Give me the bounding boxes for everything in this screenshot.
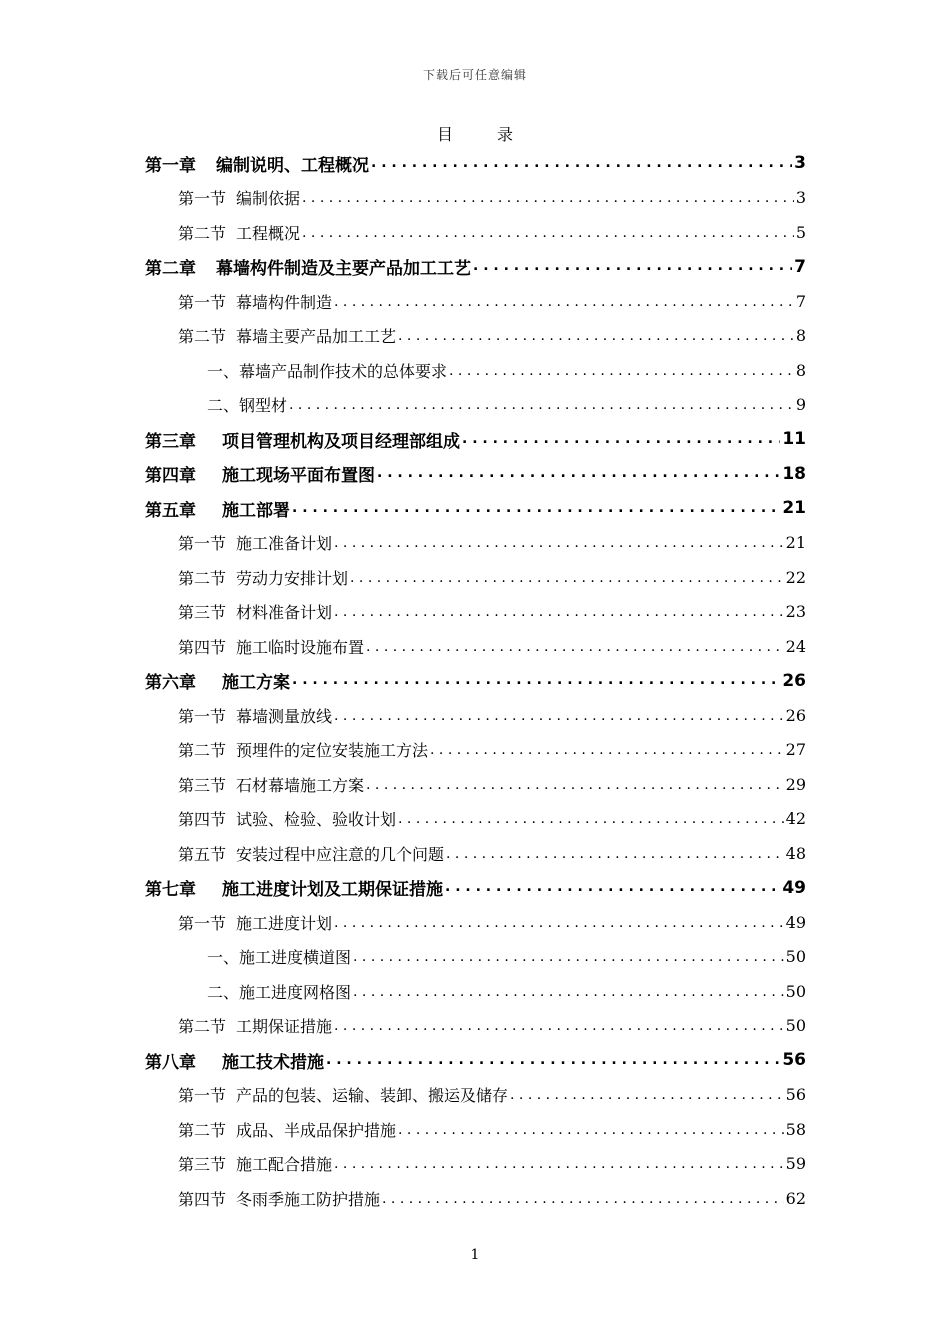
toc-dot-leader — [302, 187, 794, 215]
toc-entry-title: 幕墙构件制造及主要产品加工工艺 — [216, 259, 471, 280]
toc-entry-number: 第五节 — [178, 844, 227, 864]
toc-entry-number: 第四节 — [178, 1189, 227, 1209]
toc-chapter-entry[interactable] — [145, 1043, 806, 1078]
toc-section-entry[interactable] — [145, 1078, 806, 1113]
toc-section-entry[interactable] — [145, 595, 806, 630]
toc-entry-title: 试验、检验、验收计划 — [236, 810, 397, 830]
toc-dot-leader — [334, 532, 784, 560]
toc-entry-page: 50 — [785, 947, 806, 967]
toc-dot-leader — [334, 291, 794, 319]
toc-dot-leader — [382, 1188, 784, 1216]
toc-dot-leader — [398, 1119, 784, 1147]
toc-entry-title: 预埋件的定位安装施工方法 — [236, 741, 429, 761]
toc-subsection-entry[interactable] — [145, 388, 806, 423]
toc-dot-leader — [334, 601, 784, 629]
toc-section-entry[interactable] — [145, 215, 806, 250]
toc-entry-page: 59 — [785, 1154, 806, 1174]
toc-dot-leader — [473, 255, 792, 284]
toc-dot-leader — [334, 1153, 784, 1181]
toc-entry-number: 第一节 — [178, 189, 227, 209]
toc-entry-number: 第五章 — [145, 500, 196, 521]
header-note: 下载后可任意编辑 — [422, 68, 527, 82]
toc-chapter-entry[interactable] — [145, 422, 806, 457]
toc-entry-number: 第二节 — [178, 741, 227, 761]
table-of-contents — [145, 146, 806, 1216]
toc-entry-page: 26 — [785, 705, 806, 725]
toc-entry-number: 第三节 — [178, 603, 227, 623]
toc-entry-page: 21 — [785, 533, 806, 553]
toc-dot-leader — [445, 876, 780, 905]
toc-dot-leader — [371, 152, 792, 181]
toc-section-entry[interactable] — [145, 284, 806, 319]
toc-chapter-entry[interactable] — [145, 457, 806, 492]
toc-entry-title: 劳动力安排计划 — [236, 568, 349, 588]
toc-entry-page: 23 — [785, 602, 806, 622]
toc-dot-leader — [334, 912, 784, 940]
toc-entry-title: 项目管理机构及项目经理部组成 — [222, 431, 460, 452]
toc-subsection-entry[interactable] — [145, 974, 806, 1009]
toc-entry-number: 第二节 — [178, 568, 227, 588]
toc-entry-number: 第三节 — [178, 775, 227, 795]
toc-section-entry[interactable] — [145, 767, 806, 802]
toc-dot-leader — [398, 325, 794, 353]
toc-entry-title: 施工临时设施布置 — [236, 637, 365, 657]
toc-entry-title: 二、施工进度网格图 — [207, 982, 352, 1002]
toc-section-entry[interactable] — [145, 181, 806, 216]
toc-entry-number: 第四节 — [178, 810, 227, 830]
toc-entry-page: 27 — [785, 740, 806, 760]
toc-entry-title: 施工部署 — [222, 500, 290, 521]
toc-dot-leader — [334, 1015, 784, 1043]
toc-dot-leader — [326, 1049, 780, 1078]
toc-chapter-entry[interactable] — [145, 491, 806, 526]
toc-entry-number: 第二节 — [178, 223, 227, 243]
toc-entry-number: 第三节 — [178, 1155, 227, 1175]
toc-entry-title: 一、施工进度横道图 — [207, 948, 352, 968]
toc-entry-number: 第六章 — [145, 673, 196, 694]
toc-entry-number: 第一节 — [178, 1086, 227, 1106]
toc-section-entry[interactable] — [145, 698, 806, 733]
toc-entry-number: 第一节 — [178, 292, 227, 312]
toc-entry-title: 施工方案 — [222, 673, 290, 694]
toc-entry-title: 二、钢型材 — [207, 396, 288, 416]
toc-entry-page: 22 — [785, 567, 806, 587]
toc-dot-leader — [446, 843, 784, 871]
toc-entry-number: 第二章 — [145, 259, 196, 280]
toc-dot-leader — [449, 360, 794, 388]
toc-entry-title: 编制说明、工程概况 — [216, 155, 369, 176]
page-number: 1 — [470, 1247, 480, 1263]
toc-entry-title: 幕墙主要产品加工工艺 — [236, 327, 397, 347]
toc-entry-title: 工期保证措施 — [236, 1017, 333, 1037]
toc-entry-title: 施工技术措施 — [222, 1052, 324, 1073]
toc-entry-page: 18 — [782, 463, 806, 484]
toc-entry-page: 58 — [785, 1119, 806, 1139]
toc-section-entry[interactable] — [145, 526, 806, 561]
toc-section-entry[interactable] — [145, 905, 806, 940]
toc-entry-title: 幕墙测量放线 — [236, 706, 333, 726]
toc-section-entry[interactable] — [145, 1112, 806, 1147]
toc-entry-page: 48 — [785, 843, 806, 863]
toc-chapter-entry[interactable] — [145, 664, 806, 699]
toc-entry-page: 7 — [794, 256, 806, 277]
toc-entry-title: 成品、半成品保护措施 — [236, 1120, 397, 1140]
toc-entry-page: 62 — [785, 1188, 806, 1208]
toc-section-entry[interactable] — [145, 1147, 806, 1182]
toc-chapter-entry[interactable] — [145, 250, 806, 285]
toc-chapter-entry[interactable] — [145, 146, 806, 181]
toc-entry-number: 第二节 — [178, 1120, 227, 1140]
toc-entry-number: 第八章 — [145, 1052, 196, 1073]
toc-dot-leader — [398, 808, 784, 836]
toc-entry-title: 冬雨季施工防护措施 — [236, 1189, 381, 1209]
toc-entry-page: 24 — [785, 636, 806, 656]
toc-dot-leader — [353, 981, 784, 1009]
toc-entry-page: 3 — [795, 188, 806, 208]
toc-dot-leader — [366, 774, 784, 802]
toc-entry-title: 幕墙构件制造 — [236, 292, 333, 312]
toc-entry-number: 第四章 — [145, 466, 196, 487]
toc-dot-leader — [289, 394, 794, 422]
toc-dot-leader — [292, 669, 780, 698]
toc-entry-number: 第一节 — [178, 913, 227, 933]
toc-section-entry[interactable] — [145, 1181, 806, 1216]
toc-dot-leader — [366, 636, 784, 664]
toc-dot-leader — [430, 739, 784, 767]
toc-section-entry[interactable] — [145, 629, 806, 664]
toc-entry-page: 21 — [782, 498, 806, 519]
toc-entry-title: 产品的包装、运输、装卸、搬运及储存 — [236, 1086, 509, 1106]
toc-section-entry[interactable] — [145, 319, 806, 354]
toc-dot-leader — [353, 946, 784, 974]
toc-entry-number: 第一节 — [178, 706, 227, 726]
toc-entry-page: 49 — [782, 877, 806, 898]
toc-section-entry[interactable] — [145, 733, 806, 768]
toc-entry-number: 第三章 — [145, 431, 196, 452]
toc-entry-title: 工程概况 — [236, 223, 301, 243]
toc-entry-title: 石材幕墙施工方案 — [236, 775, 365, 795]
toc-section-entry[interactable] — [145, 836, 806, 871]
toc-entry-page: 8 — [795, 360, 806, 380]
toc-entry-page: 49 — [785, 912, 806, 932]
toc-dot-leader — [462, 428, 780, 457]
toc-entry-title: 施工配合措施 — [236, 1155, 333, 1175]
toc-entry-page: 26 — [782, 670, 806, 691]
toc-entry-number: 第一章 — [145, 155, 196, 176]
toc-title: 目录 — [436, 125, 557, 144]
toc-entry-page: 29 — [785, 774, 806, 794]
toc-entry-number: 第二节 — [178, 1017, 227, 1037]
toc-entry-page: 56 — [782, 1050, 806, 1071]
toc-entry-page: 5 — [795, 222, 806, 242]
toc-subsection-entry[interactable] — [145, 940, 806, 975]
toc-subsection-entry[interactable] — [145, 353, 806, 388]
toc-entry-number: 第一节 — [178, 534, 227, 554]
toc-dot-leader — [377, 462, 780, 491]
toc-entry-page: 3 — [794, 153, 806, 174]
toc-dot-leader — [302, 222, 794, 250]
toc-entry-title: 施工准备计划 — [236, 534, 333, 554]
toc-entry-title: 施工进度计划 — [236, 913, 333, 933]
toc-dot-leader — [510, 1084, 784, 1112]
toc-entry-number: 第四节 — [178, 637, 227, 657]
toc-entry-page: 50 — [785, 981, 806, 1001]
toc-section-entry[interactable] — [145, 1009, 806, 1044]
toc-entry-title: 一、幕墙产品制作技术的总体要求 — [207, 361, 448, 381]
toc-entry-title: 安装过程中应注意的几个问题 — [236, 844, 445, 864]
toc-dot-leader — [292, 497, 780, 526]
toc-entry-page: 42 — [785, 809, 806, 829]
toc-entry-number: 第七章 — [145, 880, 196, 901]
toc-entry-page: 9 — [795, 395, 806, 415]
toc-dot-leader — [350, 567, 784, 595]
toc-entry-page: 8 — [795, 326, 806, 346]
toc-dot-leader — [334, 705, 784, 733]
toc-chapter-entry[interactable] — [145, 871, 806, 906]
toc-entry-page: 56 — [785, 1085, 806, 1105]
toc-entry-title: 施工现场平面布置图 — [222, 466, 375, 487]
toc-section-entry[interactable] — [145, 560, 806, 595]
toc-entry-title: 材料准备计划 — [236, 603, 333, 623]
toc-entry-number: 第二节 — [178, 327, 227, 347]
toc-section-entry[interactable] — [145, 802, 806, 837]
toc-entry-title: 编制依据 — [236, 189, 301, 209]
toc-entry-title: 施工进度计划及工期保证措施 — [222, 880, 443, 901]
toc-entry-page: 7 — [795, 291, 806, 311]
toc-entry-page: 50 — [785, 1016, 806, 1036]
toc-entry-page: 11 — [782, 429, 806, 450]
